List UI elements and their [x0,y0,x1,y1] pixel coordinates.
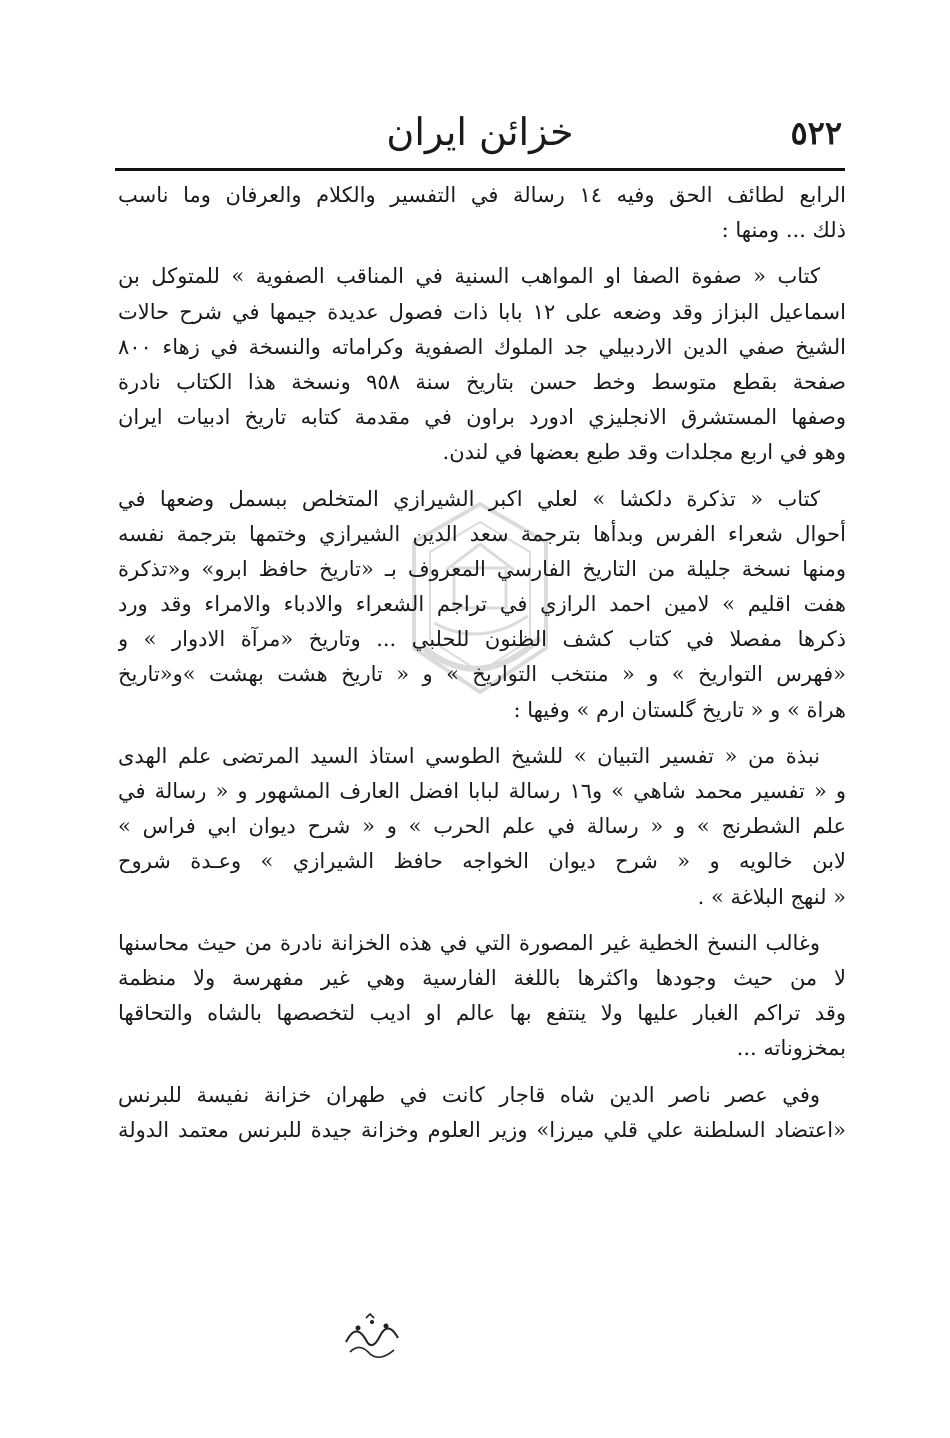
paragraph [118,482,846,728]
header-rule [115,168,845,171]
text-line: «اعتضاد السلطنة علي قلي ميرزا» وزير العلوم وخزانة جيدة للبرنس معتمد الدولة [118,1117,846,1142]
text-line: الشيخ صفي الدين الاردبيلي جد الملوك الصفوية وكراماته والنسخة في زهاء ٨٠٠ [118,334,846,359]
text-line: ذلك ... ومنها : [721,218,846,243]
text-line: هفت اقليم » لامين احمد الرازي في تراجم الشعراء والادباء والامراء وقد ورد [118,592,846,617]
text-line: أحوال شعراء الفرس وبدأها بترجمة سعد الدين الشيرازي وختمها بترجمة نفسه [118,521,846,546]
text-line: وفي عصر ناصر الدين شاه قاجار كانت في طهران خزانة نفيسة للبرنس [118,1082,820,1107]
text-line: وقد تراكم الغبار عليها ولا ينتفع بها عالم او اديب لتخصصها بالشاه والتحاقها [118,1001,846,1026]
paragraph [118,926,846,1067]
text-line: هراة » و « تاريخ گلستان ارم » وفيها : [513,697,846,722]
paragraph [118,1078,846,1148]
running-head [118,106,842,166]
text-line: وهو في اربع مجلدات وقد طبع بعضها في لندن. [442,440,846,465]
running-title: خزائن ايران [386,110,574,154]
text-line: « لنهج البلاغة » . [697,884,846,909]
text-line: كتاب « صفوة الصفا او المواهب السنية في المناقب الصفوية » للمتوكل بن [118,264,820,289]
paragraph [118,259,846,470]
text-line: الرابع لطائف الحق وفيه ١٤ رسالة في التفسير والكلام والعرفان وما ناسب [118,183,846,207]
text-line: ذكرها مفصلا في كتاب كشف الظنون للحلبي ... وتاريخ «مرآة الادوار » و [118,627,846,652]
text-line: كتاب « تذكرة دلكشا » لعلي اكبر الشيرازي المتخلص ببسمل وضعها في [118,486,820,511]
paragraph [118,178,846,248]
text-line: علم الشطرنج » و « رسالة في علم الحرب » و « شرح ديوان ابي فراس » [118,814,846,839]
paragraph [118,739,846,915]
text-line: لابن خالويه و « شرح ديوان الخواجه حافظ الشيرازي » وعـدة شروح [118,849,846,874]
text-line: وغالب النسخ الخطية غير المصورة التي في هذه الخزانة نادرة من حيث محاسنها [118,930,820,955]
text-line: «فهرس التواريخ » و « منتخب التواريخ » و « تاريخ هشت بهشت »و«تاريخ [118,662,846,687]
text-line: و « تفسير محمد شاهي » و١٦ رسالة لبابا افضل العارف المشهور و « رسالة في [118,779,846,803]
text-line: وصفها المستشرق الانجليزي ادورد براون في مقدمة كتابه تاريخ ادبيات ايران [118,405,846,430]
decorative-ornament [336,1312,408,1362]
body-text [118,178,846,1148]
text-line: بمخزوناته ... [736,1036,846,1061]
text-line: اسماعيل البزاز وقد وضعه على ١٢ بابا ذات فصول عديدة جيمها في شرح حالات [118,299,846,324]
page-number: ٥٢٢ [790,114,842,152]
text-line: لا من حيث وجودها واكثرها باللغة الفارسية وهي غير مفهرسة ولا منظمة [118,965,846,990]
text-line: نبذة من « تفسير التبيان » للشيخ الطوسي استاذ السيد المرتضى علم الهدى [118,743,820,768]
text-line: ومنها نسخة جليلة من التاريخ الفارسي المعروف بـ «تاريخ حافظ ابرو» و«تذكرة [118,556,846,581]
text-line: صفحة بقطع متوسط وخط حسن بتاريخ سنة ٩٥٨ ونسخة هذا الكتاب نادرة [118,369,846,394]
